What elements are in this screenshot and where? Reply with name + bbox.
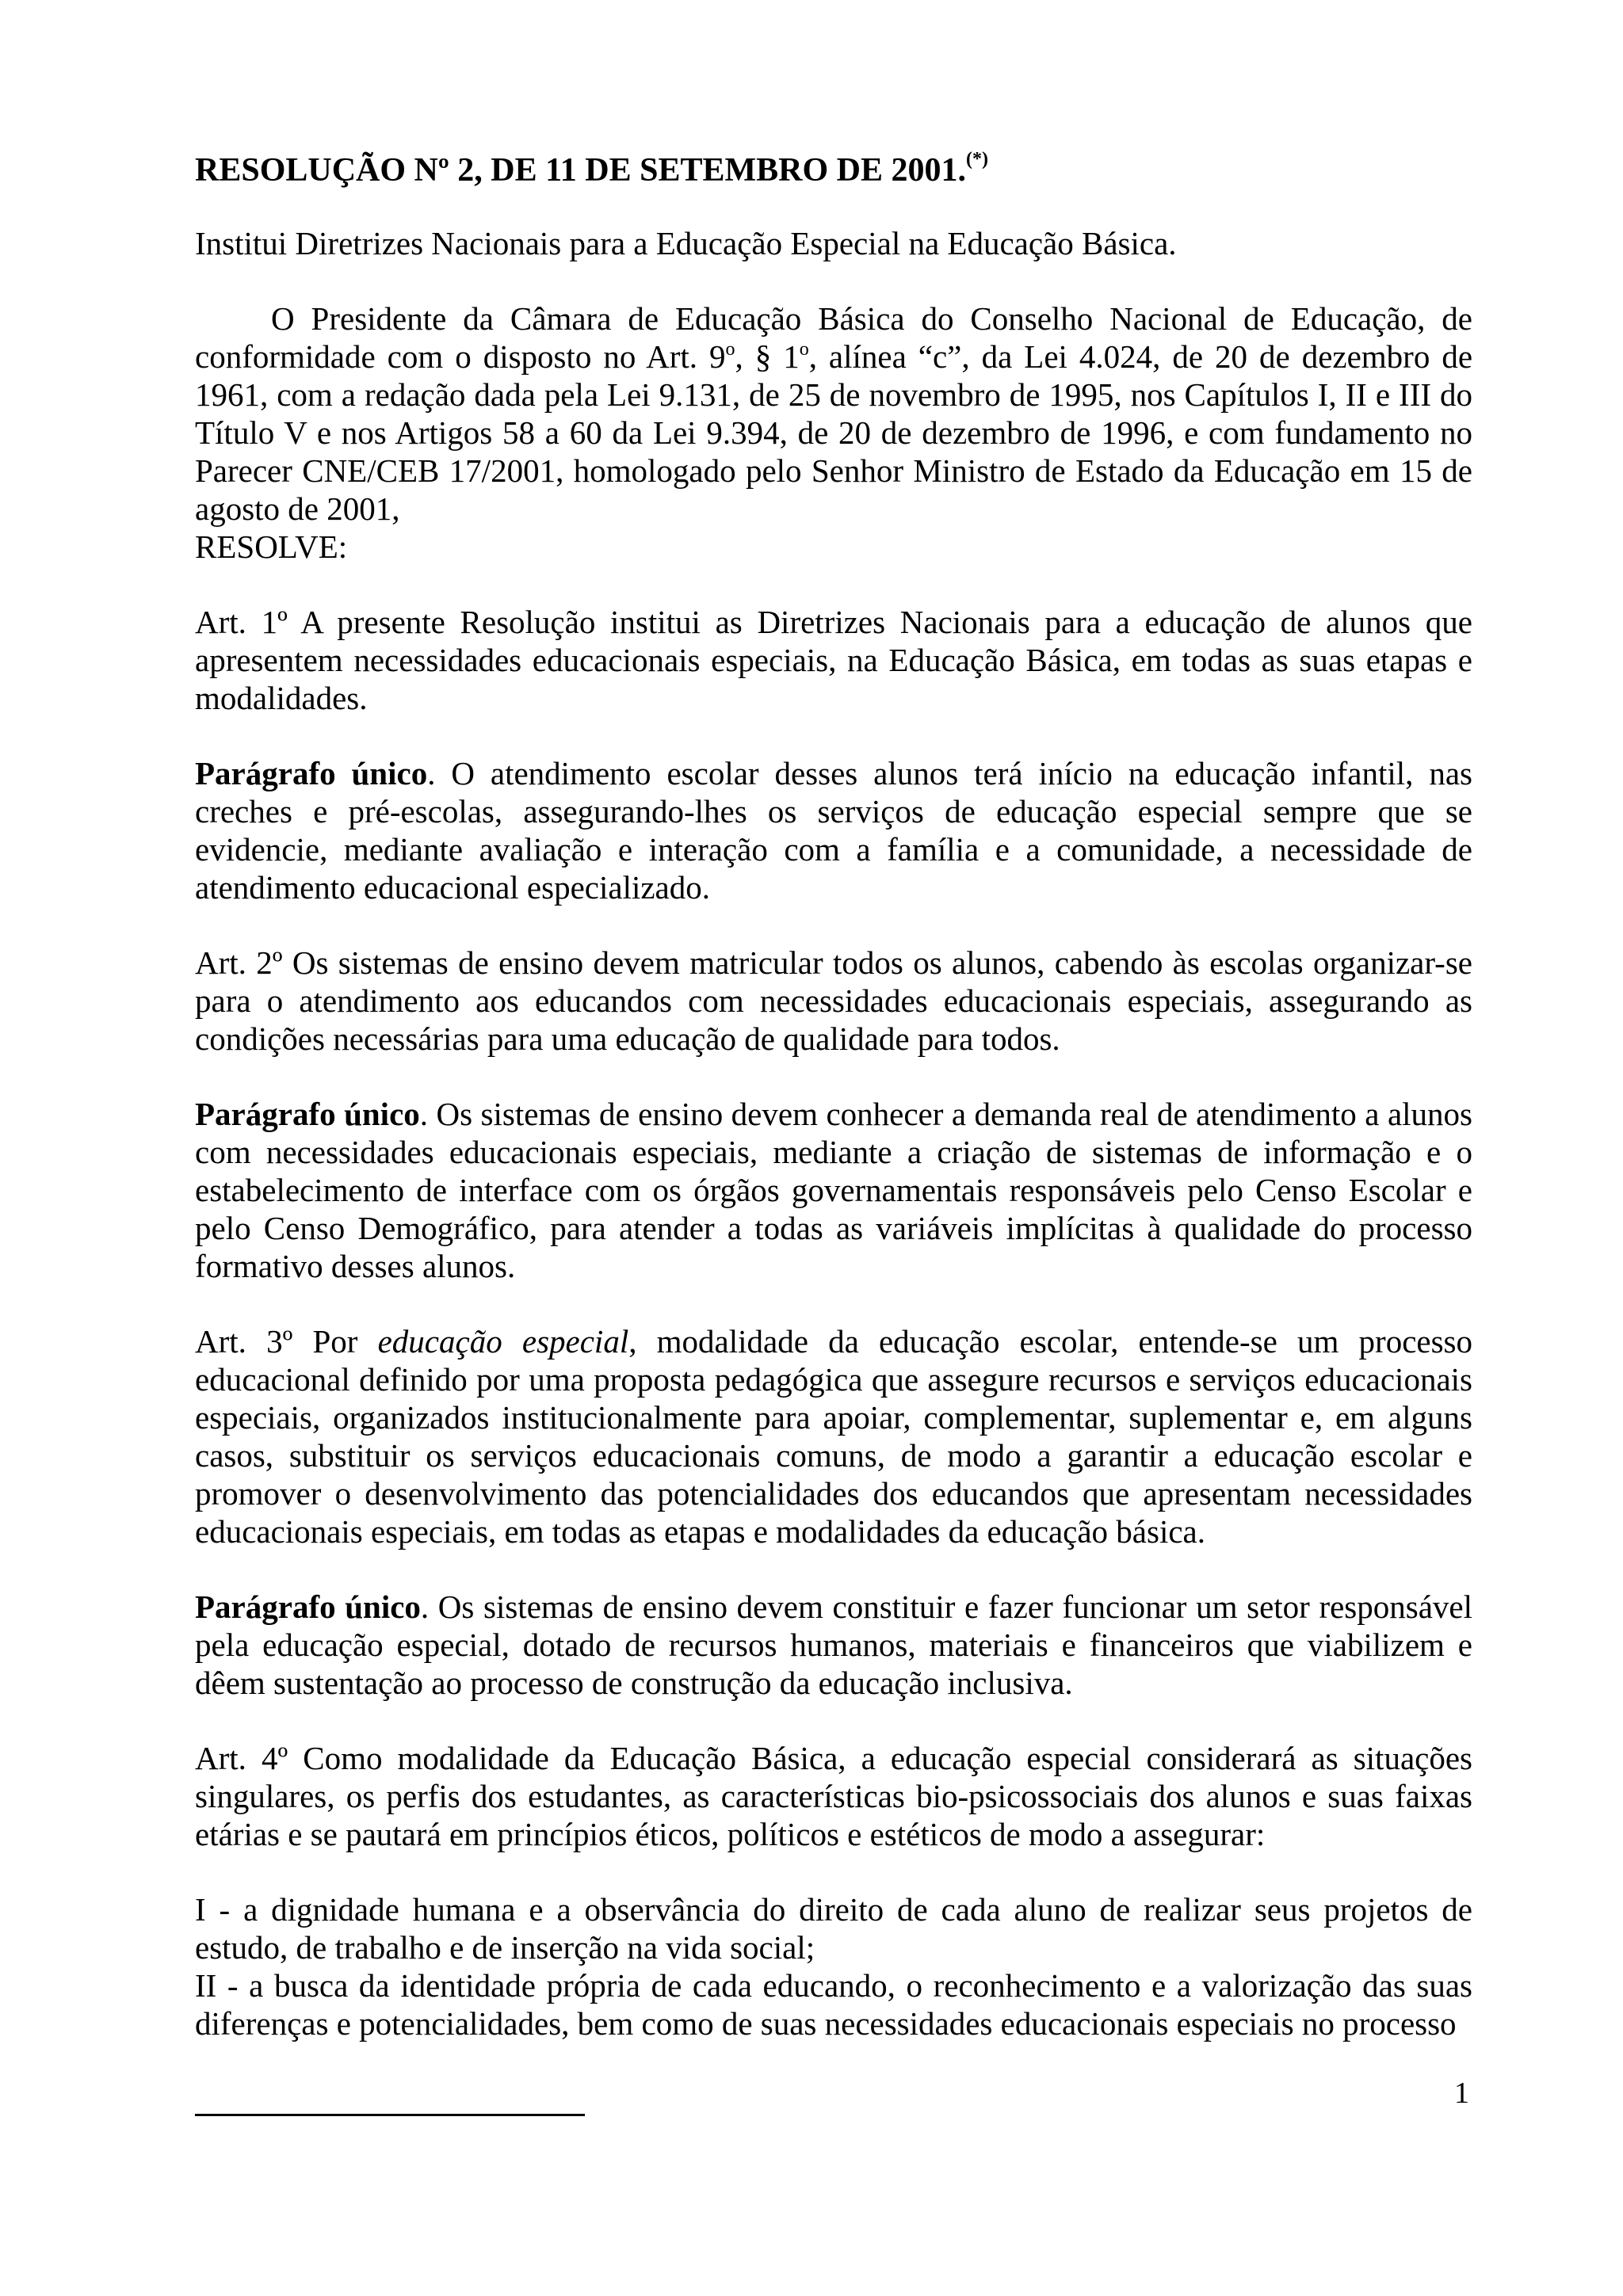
preamble-text-3: , alínea “c”, da Lei 4.024, de 20 de dezembro de 1961, com a redação dada pela Lei 9.131, de 25 de novembro de 1995, nos Capítulos I, II e III do Título V e nos Artigos 58 a 60 da Lei 9.394, de 20 de dezembro de 1996, e com fundamento no Parecer CNE/CEB 17/2001, homologado pelo Senhor Ministro de Estado da Educação em 15 de agosto de 2001, xyxy=(195,338,1473,527)
resolve-heading: RESOLVE: xyxy=(195,528,348,565)
sole-paragraph-label: Parágrafo único xyxy=(195,755,428,791)
resolution-title xyxy=(195,151,1472,190)
article-4-item-2: II - a busca da identidade própria de cada educando, o reconhecimento e a valorização das suas diferenças e potencialidades, bem como de suas necessidades educacionais especiais no processo xyxy=(195,1967,1472,2042)
sole-paragraph-text: . Os sistemas de ensino devem constituir e fazer funcionar um setor responsável pela educação especial, dotado de recursos humanos, materiais e financeiros que viabilizem e dêem sustentação ao processo de construção da educação inclusiva. xyxy=(195,1589,1472,1701)
article-4: Art. 4º Como modalidade da Educação Básica, a educação especial considerará as situações singulares, os perfis dos estudantes, as características bio-psicossociais dos alunos e suas faixas etárias e se pautará em princípios éticos, políticos e estéticos de modo a assegurar: xyxy=(195,1740,1472,1852)
sole-paragraph-label: Parágrafo único xyxy=(195,1589,421,1625)
preamble-superscript-1: o xyxy=(725,339,735,360)
article-1-sole-paragraph xyxy=(195,754,1472,906)
sole-paragraph-label: Parágrafo único xyxy=(195,1096,420,1132)
article-3-text-before: Art. 3º Por xyxy=(195,1323,378,1360)
article-2-sole-paragraph xyxy=(195,1095,1472,1285)
sole-paragraph-text: . Os sistemas de ensino devem conhecer a demanda real de atendimento a alunos com necessidades educacionais especiais, mediante a criação de sistemas de informação e o estabelecimento de interface com os órgãos governamentais responsáveis pelo Censo Escolar e pelo Censo Demográfico, para atender a todas as variáveis implícitas à qualidade do processo formativo desses alunos. xyxy=(195,1096,1472,1284)
preamble-text-2: , § 1 xyxy=(735,338,800,375)
title-footnote-marker: (*) xyxy=(966,149,988,170)
preamble-text-1: O Presidente da Câmara de Educação Básica do Conselho Nacional de Educação, de conformidade com o disposto no Art. 9 xyxy=(195,300,1472,375)
article-1: Art. 1º A presente Resolução institui as Diretrizes Nacionais para a educação de alunos que apresentem necessidades educacionais especiais, na Educação Básica, em todas as suas etapas e modalidades. xyxy=(195,604,1472,716)
footnote-separator xyxy=(195,2114,585,2116)
resolution-subtitle: Institui Diretrizes Nacionais para a Educação Especial na Educação Básica. xyxy=(195,225,1177,261)
document-page xyxy=(195,151,1472,2042)
article-3-text-after: , modalidade da educação escolar, entende-se um processo educacional definido por uma proposta pedagógica que assegure recursos e serviços educacionais especiais, organizados institucionalmente para apoiar, complementar, suplementar e, em alguns casos, substituir os serviços educacionais comuns, de modo a garantir a educação escolar e promover o desenvolvimento das potencialidades dos educandos que apresentam necessidades educacionais especiais, em todas as etapas e modalidades da educação básica. xyxy=(195,1323,1472,1550)
article-4-item-1: I - a dignidade humana e a observância do direito de cada aluno de realizar seus projetos de estudo, de trabalho e de inserção na vida social; xyxy=(195,1891,1472,1966)
resolution-title-text: RESOLUÇÃO Nº 2, DE 11 DE SETEMBRO DE 2001. xyxy=(195,152,967,189)
article-3 xyxy=(195,1322,1472,1550)
preamble-superscript-2: o xyxy=(799,339,809,360)
page-number: 1 xyxy=(1454,2077,1469,2110)
article-3-sole-paragraph xyxy=(195,1588,1472,1702)
sole-paragraph-text: . O atendimento escolar desses alunos terá início na educação infantil, nas creches e pré-escolas, assegurando-lhes os serviços de educação especial sempre que se evidencie, mediante avaliação e interação com a família e a comunidade, a necessidade de atendimento educacional especializado. xyxy=(195,755,1472,906)
preamble-paragraph xyxy=(195,299,1472,528)
article-2: Art. 2º Os sistemas de ensino devem matricular todos os alunos, cabendo às escolas organizar-se para o atendimento aos educandos com necessidades educacionais especiais, assegurando as condições necessárias para uma educação de qualidade para todos. xyxy=(195,944,1472,1057)
article-3-emphasis: educação especial xyxy=(377,1323,629,1360)
